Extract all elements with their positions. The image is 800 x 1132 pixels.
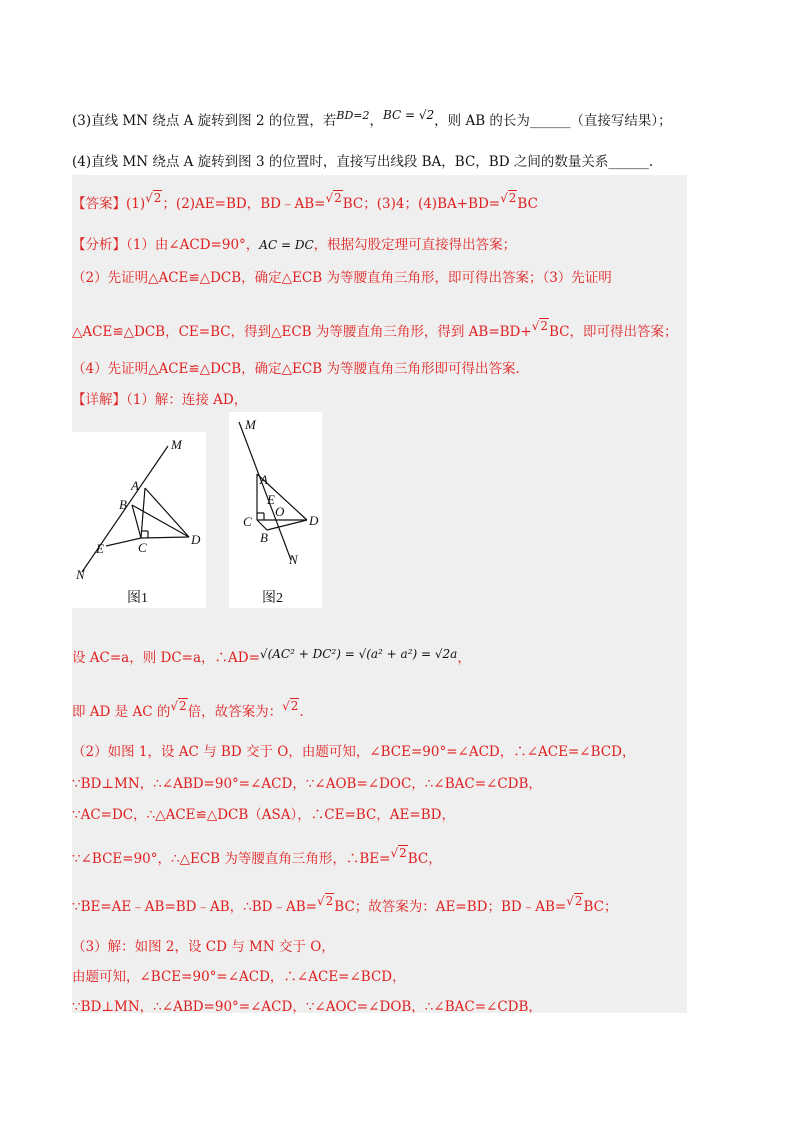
sqrt-symbol: √2 (282, 699, 299, 713)
detail-line-3: ∵AC=DC，∴△ACE≌△DCB（ASA），∴CE=BC，AE=BD， (72, 807, 455, 823)
figure-2-diagram (229, 412, 322, 608)
q3-bc: BC = √2 (382, 108, 435, 122)
label-B: B (260, 530, 268, 545)
analysis-tail: ，根据勾股定理可直接得出答案； (313, 237, 517, 253)
sqrt-symbol: √2 (325, 191, 342, 205)
label-B: B (119, 497, 127, 512)
detail-l5b: BC；故答案为：AE=BD；BD﹣AB= (334, 899, 567, 915)
detail-s2c: . (299, 704, 304, 720)
detail-line-8: ∵BD⊥MN，∴∠ABD=90°=∠ACD，∵∠AOC=∠DOB，∴∠BAC=∠CDB， (72, 999, 542, 1015)
detail-l4b: BC， (407, 851, 442, 867)
detail-l5a: ∵BE=AE﹣AB=BD﹣AB，∴BD﹣AB= (72, 899, 317, 915)
label-N: N (76, 567, 85, 582)
detail-line-1: （2）如图 1，设 AC 与 BD 交于 O，由题可知，∠BCE=90°=∠ACD，∴∠ACE=∠BCD， (72, 744, 636, 760)
answer-part2: BC；(3)4；(4)BA+BD= (342, 196, 501, 212)
sqrt-symbol: √2 (170, 699, 187, 713)
answer-part3: BC (517, 196, 538, 212)
sqrt-symbol: √2 (500, 191, 517, 205)
label-E: E (267, 492, 275, 507)
detail-s2a: 即 AD 是 AC 的 (72, 704, 171, 720)
q3-prefix: (3)直线 MN 绕点 A 旋转到图 2 的位置，若 (72, 113, 337, 129)
q3-suffix: ，则 AB 的长为______（直接写结果）； (434, 113, 672, 129)
figure-2-caption: 图2 (262, 591, 283, 606)
analysis-line-3 (72, 318, 678, 340)
label-M: M (245, 417, 256, 432)
detail-line-5 (72, 893, 618, 915)
sqrt-symbol: √2 (566, 894, 583, 908)
sqrt-symbol: √2 (145, 191, 162, 205)
detail-l5c: BC； (583, 899, 618, 915)
answer-line (72, 190, 538, 212)
figure-2 (229, 412, 322, 608)
detail-line-4 (72, 845, 442, 867)
analysis-l3b: BC，即可得出答案； (548, 324, 678, 340)
sqrt-symbol: √2 (317, 894, 334, 908)
label-C: C (138, 540, 147, 555)
detail-s1a: 设 AC=a，则 DC=a，∴AD= (72, 650, 260, 666)
label-D: D (309, 513, 319, 528)
detail-step1-result (72, 698, 304, 720)
label-C: C (243, 514, 252, 529)
answer-part1: ；(2)AE=BD，BD﹣AB= (162, 196, 326, 212)
question-4: (4)直线 MN 绕点 A 旋转到图 3 的位置时，直接写出线段 BA，BC，BD 之间的数量关系______. (72, 154, 654, 170)
figure-1-diagram (72, 432, 206, 608)
label-M: M (171, 437, 182, 452)
q3-sep: ， (369, 113, 383, 129)
answer-head: 【答案】(1) (72, 196, 146, 212)
label-D: D (191, 532, 201, 547)
label-E: E (96, 541, 104, 556)
figure-1 (72, 432, 206, 608)
analysis-l3a: △ACE≌△DCB，CE=BC，得到△ECB 为等腰直角三角形，得到 AB=BD+ (72, 324, 532, 340)
label-A: A (260, 472, 268, 487)
analysis-line-2: （2）先证明△ACE≌△DCB，确定△ECB 为等腰直角三角形，即可得出答案；（3）先证明 (72, 270, 612, 286)
figure-1-caption: 图1 (127, 591, 148, 606)
detail-s2b: 倍，故答案为： (187, 704, 283, 720)
analysis-head: 【分析】（1）由∠ACD=90°， (72, 237, 260, 253)
detail-line-6: （3）解：如图 2，设 CD 与 MN 交于 O， (72, 939, 335, 955)
question-3 (72, 108, 672, 129)
sqrt-symbol: √2 (531, 319, 548, 333)
label-O: O (275, 504, 285, 519)
label-A: A (131, 478, 139, 493)
detail-l4a: ∵∠BCE=90°，∴△ECB 为等腰直角三角形，∴BE= (72, 851, 391, 867)
analysis-line-1 (72, 233, 516, 253)
detail-s1b: ， (457, 650, 471, 666)
sqrt-symbol: √2 (390, 846, 407, 860)
analysis-line-4: （4）先证明△ACE≌△DCB，确定△ECB 为等腰直角三角形即可得出答案. (72, 361, 520, 377)
detail-line-7: 由题可知，∠BCE=90°=∠ACD，∴∠ACE=∠BCD， (72, 969, 406, 985)
label-N: N (289, 552, 298, 567)
analysis-eq: AC = DC (259, 238, 314, 252)
detail-line-2: ∵BD⊥MN，∴∠ABD=90°=∠ACD，∵∠AOB=∠DOC，∴∠BAC=∠CDB， (72, 776, 542, 792)
detail-step1 (72, 646, 471, 666)
detail-head: 【详解】（1）解：连接 AD， (72, 392, 248, 408)
ad-formula: √(AC² + DC²) = √(a² + a²) = √2a (259, 647, 458, 661)
q3-bd: BD=2 (336, 109, 370, 122)
